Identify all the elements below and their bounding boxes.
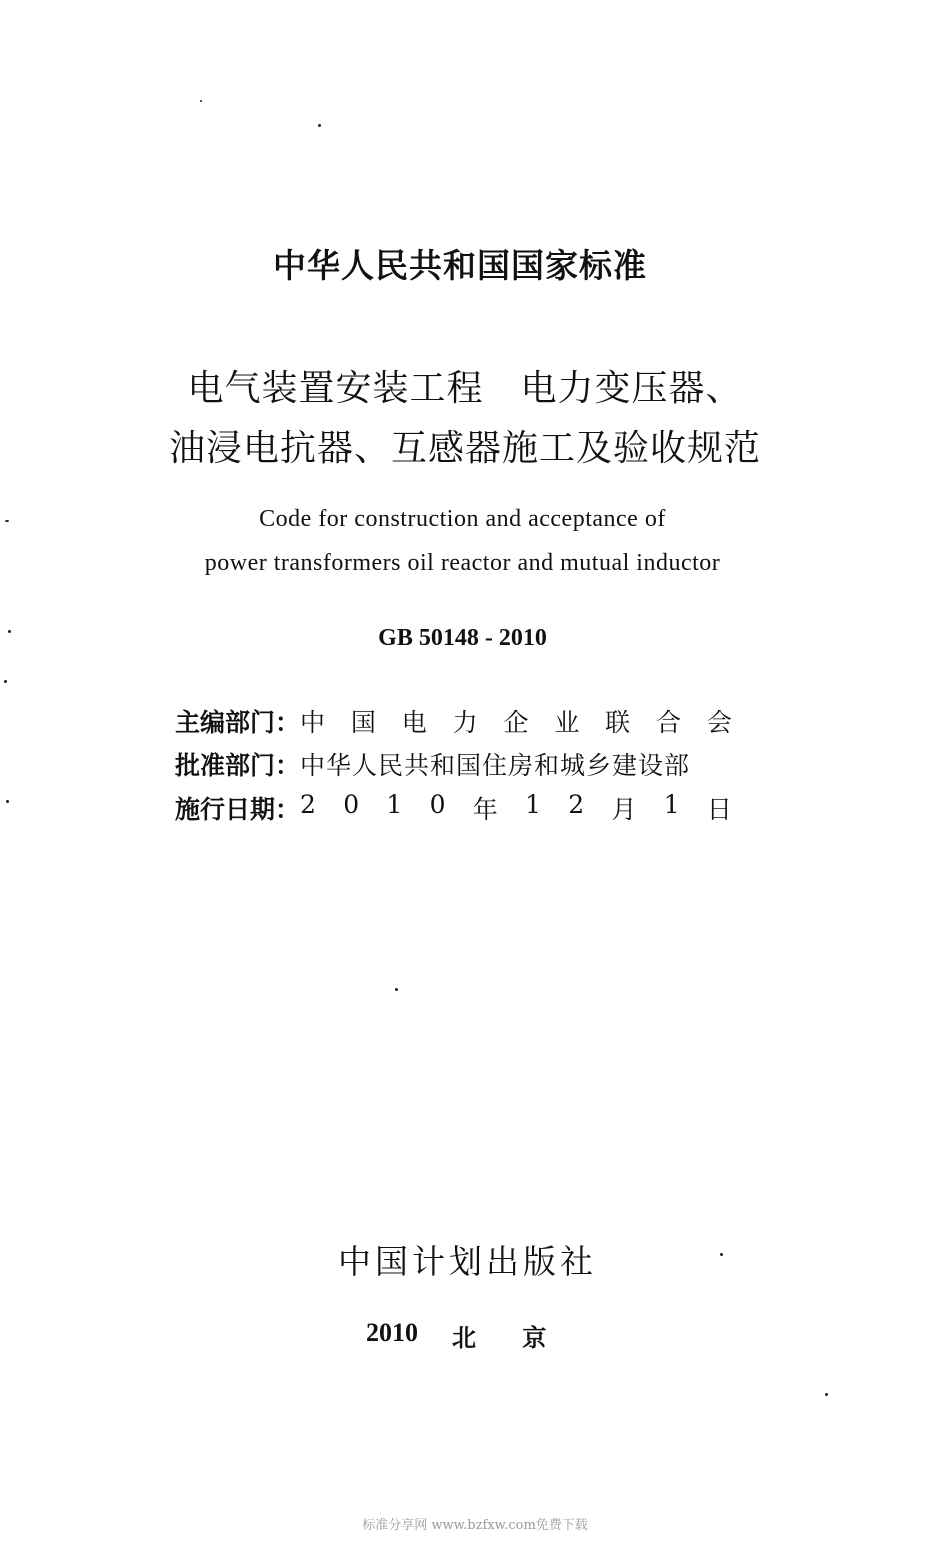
- scan-speck: [4, 680, 7, 683]
- scan-speck: [720, 1253, 723, 1256]
- info-char: 电: [401, 708, 427, 737]
- info-char: 国: [350, 708, 376, 737]
- title-line-1: 电气装置安装工程 电力变压器、: [187, 368, 743, 409]
- scan-speck: [5, 520, 9, 522]
- info-label: 主编部门：: [175, 708, 301, 737]
- info-char: 2: [568, 790, 585, 819]
- info-char: 联: [605, 708, 631, 737]
- title-line-2: 油浸电抗器、互感器施工及验收规范: [168, 428, 761, 469]
- standard-code: GB 50148 - 2010: [378, 625, 547, 651]
- info-char: 日: [706, 795, 732, 824]
- english-title-line-1: Code for construction and acceptance of: [259, 506, 666, 532]
- info-char: 0: [429, 790, 446, 819]
- info-char: 2: [300, 790, 316, 819]
- chief-editor-row: [175, 703, 732, 739]
- watermark: 标准分享网 www.bzfxw.com免费下载: [362, 1518, 588, 1533]
- info-char: 中: [300, 708, 326, 737]
- scan-speck: [200, 100, 202, 102]
- info-value: [300, 703, 732, 739]
- scan-speck: [6, 800, 9, 803]
- info-char: 0: [343, 790, 360, 819]
- info-char: 年: [472, 795, 498, 824]
- info-char: 业: [554, 708, 580, 737]
- effective-date-row: [175, 790, 732, 826]
- scan-speck: [8, 630, 11, 633]
- info-label: 施行日期：: [175, 795, 301, 824]
- publication-year: 2010: [366, 1318, 418, 1347]
- info-char: 力: [452, 708, 478, 737]
- approval-row: [175, 746, 690, 782]
- scan-speck: [395, 988, 398, 991]
- scan-speck: [825, 1393, 828, 1396]
- info-char: 会: [706, 708, 732, 737]
- info-value: 中华人民共和国住房和城乡建设部: [300, 751, 691, 780]
- info-char: 企: [503, 708, 529, 737]
- english-title-line-2: power transformers oil reactor and mutual inductor: [204, 550, 721, 576]
- info-char: 月: [611, 795, 637, 824]
- info-char: 1: [525, 790, 541, 819]
- info-label: 批准部门：: [175, 751, 301, 780]
- info-value: [300, 790, 732, 826]
- standard-series: 中华人民共和国国家标准: [273, 246, 647, 285]
- scan-speck: [318, 124, 321, 127]
- publication-city: 北 京: [452, 1324, 547, 1352]
- info-char: 1: [663, 790, 680, 819]
- info-char: 1: [386, 790, 403, 819]
- info-char: 合: [656, 708, 682, 737]
- publisher: 中国计划出版社: [338, 1242, 597, 1281]
